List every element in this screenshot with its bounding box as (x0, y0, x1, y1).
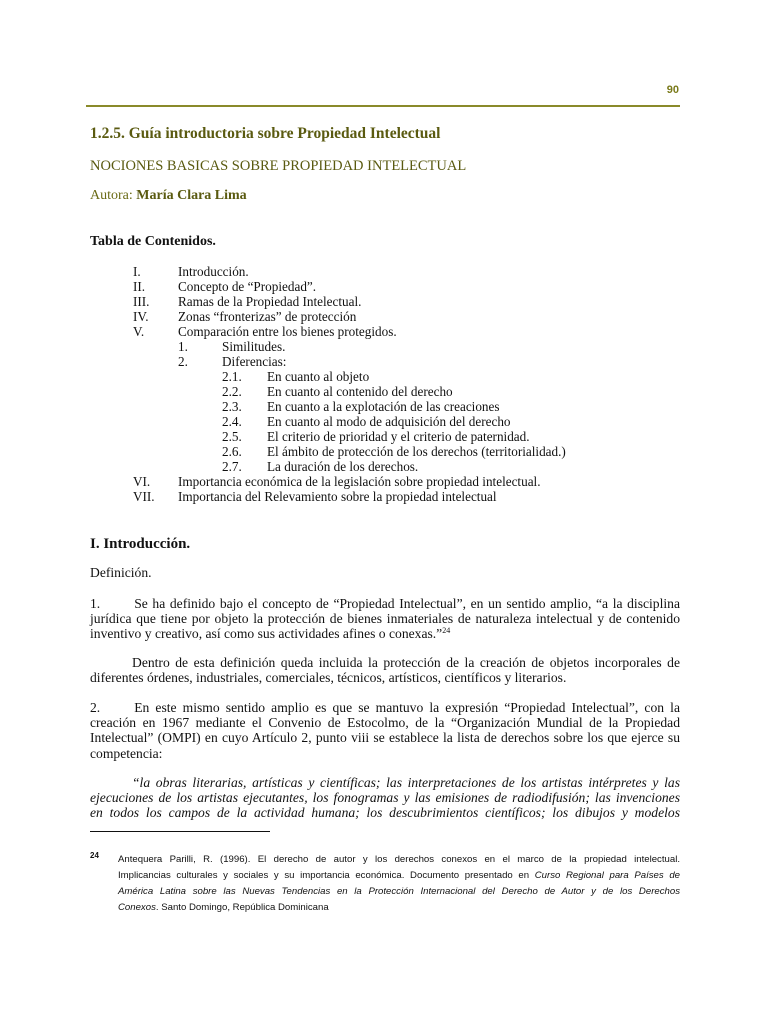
paragraph-2 (90, 655, 680, 685)
paragraph-text: En este mismo sentido amplio es que se mantuvo la expresión “Propiedad Intelectual”, con la (134, 700, 680, 715)
quote-line: ejecuciones de los artistas ejecutantes, los fonogramas y las emisiones de radiodifusión; las invenciones (90, 790, 680, 806)
toc-item-number: I. (133, 264, 141, 279)
footnote-span: . Santo Domingo, República Dominicana (155, 902, 329, 913)
toc-item-text: Comparación entre los bienes protegidos. (178, 324, 397, 339)
header-rule (86, 105, 680, 107)
toc-item-number: 2.5. (222, 429, 242, 444)
footnote-separator (90, 831, 270, 832)
footnote-mark: 24 (90, 851, 99, 860)
footnote-line (118, 868, 680, 884)
toc-item-text: Zonas “fronterizas” de protección (178, 309, 357, 324)
toc-item-number: II. (133, 279, 146, 294)
paragraph-text: Dentro de esta definición queda incluida la protección de la creación de objetos incorporales de (132, 655, 680, 670)
paragraph-line (90, 655, 680, 670)
toc-item-text: En cuanto al modo de adquisición del derecho (267, 414, 511, 429)
toc-item-text: En cuanto al objeto (267, 369, 370, 384)
page-number: 90 (666, 84, 679, 96)
section-title: 1.2.5. Guía introductoria sobre Propiedad Intelectual (90, 125, 441, 142)
footnote-ref[interactable]: 24 (442, 626, 451, 636)
toc-item-text: Diferencias: (222, 354, 287, 369)
author-name: María Clara Lima (136, 188, 247, 203)
footnote-italic: Curso Regional para Países de (534, 870, 680, 881)
toc-item-text: Concepto de “Propiedad”. (178, 279, 317, 294)
paragraph-line: diferentes órdenes, industriales, comerciales, técnicos, artísticos, científicos y literarios. (90, 670, 567, 686)
subtitle: NOCIONES BASICAS SOBRE PROPIEDAD INTELECTUAL (90, 158, 467, 174)
paragraph-line: Intelectual” (OMPI) en cuyo Artículo 2, punto viii se establece la lista de derechos sobre los que ejerce su (90, 730, 680, 746)
toc-item-number: 2. (178, 354, 188, 369)
toc-item-number: VI. (133, 474, 151, 489)
toc-item-number: 2.7. (222, 459, 242, 474)
paragraph-line (90, 700, 680, 715)
paragraph-3 (90, 700, 680, 761)
toc-item-number: V. (133, 324, 145, 339)
toc-item-number: IV. (133, 309, 149, 324)
toc-item-text: El criterio de prioridad y el criterio de paternidad. (267, 429, 530, 444)
toc-title: Tabla de Contenidos. (90, 234, 216, 249)
paragraph-text: inventivo y creativo, así como sus actividades afines o conexas.” (90, 626, 443, 642)
toc-item-text: Importancia del Relevamiento sobre la propiedad intelectual (178, 489, 497, 504)
definition-label: Definición. (90, 565, 152, 580)
toc-item-number: 1. (178, 339, 188, 354)
toc-item-text: Introducción. (178, 264, 249, 279)
paragraph-number: 1. (90, 596, 101, 611)
paragraph-line: jurídica que tiene por objeto la protección de bienes inmateriales de naturaleza intelectual y de contenido (90, 611, 680, 627)
footnote-line: Antequera Parilli, R. (1996). El derecho de autor y los derechos conexos en el marco de la propiedad intelectual. (118, 854, 680, 865)
toc-item-text: Similitudes. (222, 339, 286, 354)
quote-line (90, 775, 680, 790)
author-label: Autora: (90, 188, 133, 203)
toc-item-text: Importancia económica de la legislación sobre propiedad intelectual. (178, 474, 541, 489)
footnote-line (118, 900, 680, 916)
toc-item-number: 2.2. (222, 384, 242, 399)
footnote-italic: América Latina sobre las Nuevas Tendencias en la Protección Internacional del Derecho de Autor y de los Derechos (118, 886, 680, 897)
toc-item-text: En cuanto al contenido del derecho (267, 384, 453, 399)
paragraph-1 (90, 596, 680, 642)
toc-item-text: En cuanto a la explotación de las creaciones (267, 399, 500, 414)
toc-item-number: VII. (133, 489, 155, 504)
quote-line: en todos los campos de la actividad humana; los descubrimientos científicos; los dibujos y modelos (90, 805, 680, 821)
toc-item-text: La duración de los derechos. (267, 459, 419, 474)
toc-item-text: Ramas de la Propiedad Intelectual. (178, 294, 362, 309)
footnote-line (118, 884, 680, 900)
author-line (90, 188, 247, 204)
quote-text: “la obras literarias, artísticas y científicas; las interpretaciones de los artistas intérpretes y las (132, 775, 680, 790)
intro-heading: I. Introducción. (90, 536, 191, 552)
paragraph-line: competencia: (90, 745, 163, 761)
paragraph-number: 2. (90, 700, 101, 715)
footnote-italic: Conexos (118, 902, 156, 913)
toc-item-number: III. (133, 294, 150, 309)
toc-item-number: 2.1. (222, 369, 242, 384)
toc-item-text: El ámbito de protección de los derechos (territorialidad.) (267, 444, 566, 459)
paragraph-line (90, 626, 680, 641)
footnote-span: Implicancias culturales y sociales y su importancia económica. Documento presentado en (118, 870, 530, 881)
paragraph-text: Se ha definido bajo el concepto de “Propiedad Intelectual”, en un sentido amplio, “a la disciplina (134, 596, 680, 611)
paragraph-line: creación en 1967 mediante el Convenio de Estocolmo, de la “Organización Mundial de la Propiedad (90, 715, 680, 731)
footnote-text (118, 852, 680, 916)
quote-block (90, 775, 680, 821)
toc-item-number: 2.4. (222, 414, 242, 429)
toc-item-number: 2.6. (222, 444, 242, 459)
paragraph-line (90, 596, 680, 611)
toc-item-number: 2.3. (222, 399, 242, 414)
